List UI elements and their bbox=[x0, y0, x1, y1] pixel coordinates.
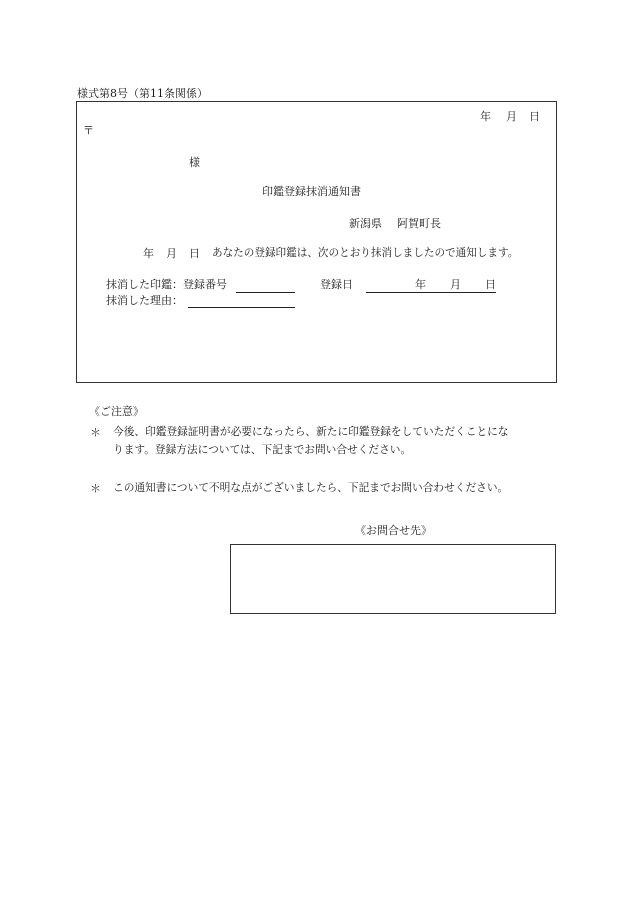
notice-frame bbox=[76, 101, 557, 383]
caution-item-1-line-1: 今後、印鑑登録証明書が必要になったら、新たに印鑑登録をしていただくことにな bbox=[113, 425, 509, 438]
issuer-pref: 新潟県 bbox=[349, 217, 382, 230]
reg-date-month: 月 bbox=[450, 278, 461, 291]
reason-label: 抹消した理由： bbox=[106, 294, 183, 307]
notice-title: 印鑑登録抹消通知書 bbox=[262, 185, 361, 198]
contact-heading: 《お問合せ先》 bbox=[355, 524, 432, 537]
issuer-name: 阿賀町長 bbox=[397, 217, 441, 230]
date-day: 日 bbox=[529, 110, 540, 123]
honorific: 様 bbox=[189, 156, 200, 169]
reg-date-blank bbox=[366, 292, 496, 293]
body-text: あなたの登録印鑑は、次のとおり抹消しましたので通知します。 bbox=[212, 247, 519, 259]
reg-number-blank bbox=[236, 292, 295, 293]
date-month: 月 bbox=[506, 110, 517, 123]
form-label: 様式第8号（第11条関係） bbox=[77, 87, 208, 100]
reg-date-day: 日 bbox=[485, 278, 496, 291]
caution-heading: 《ご注意》 bbox=[89, 405, 144, 418]
reason-blank bbox=[188, 307, 295, 308]
seal-label: 抹消した印鑑：登録番号 bbox=[106, 278, 227, 291]
caution-bullet-1: ＊ bbox=[90, 426, 101, 439]
body-date-year: 年 bbox=[143, 247, 154, 260]
caution-item-1-line-2: ります。登録方法については、下記までお問い合せください。 bbox=[113, 443, 412, 456]
contact-box bbox=[230, 544, 556, 614]
reg-date-label: 登録日 bbox=[320, 278, 353, 291]
body-date-day: 日 bbox=[189, 247, 200, 260]
date-year: 年 bbox=[480, 110, 491, 123]
body-date-month: 月 bbox=[166, 247, 177, 260]
caution-bullet-2: ＊ bbox=[90, 482, 101, 495]
reg-date-year: 年 bbox=[415, 278, 426, 291]
postal-mark: 〒 bbox=[83, 124, 94, 137]
caution-item-2: この通知書について不明な点がございましたら、下記までお問い合わせください。 bbox=[113, 481, 509, 494]
